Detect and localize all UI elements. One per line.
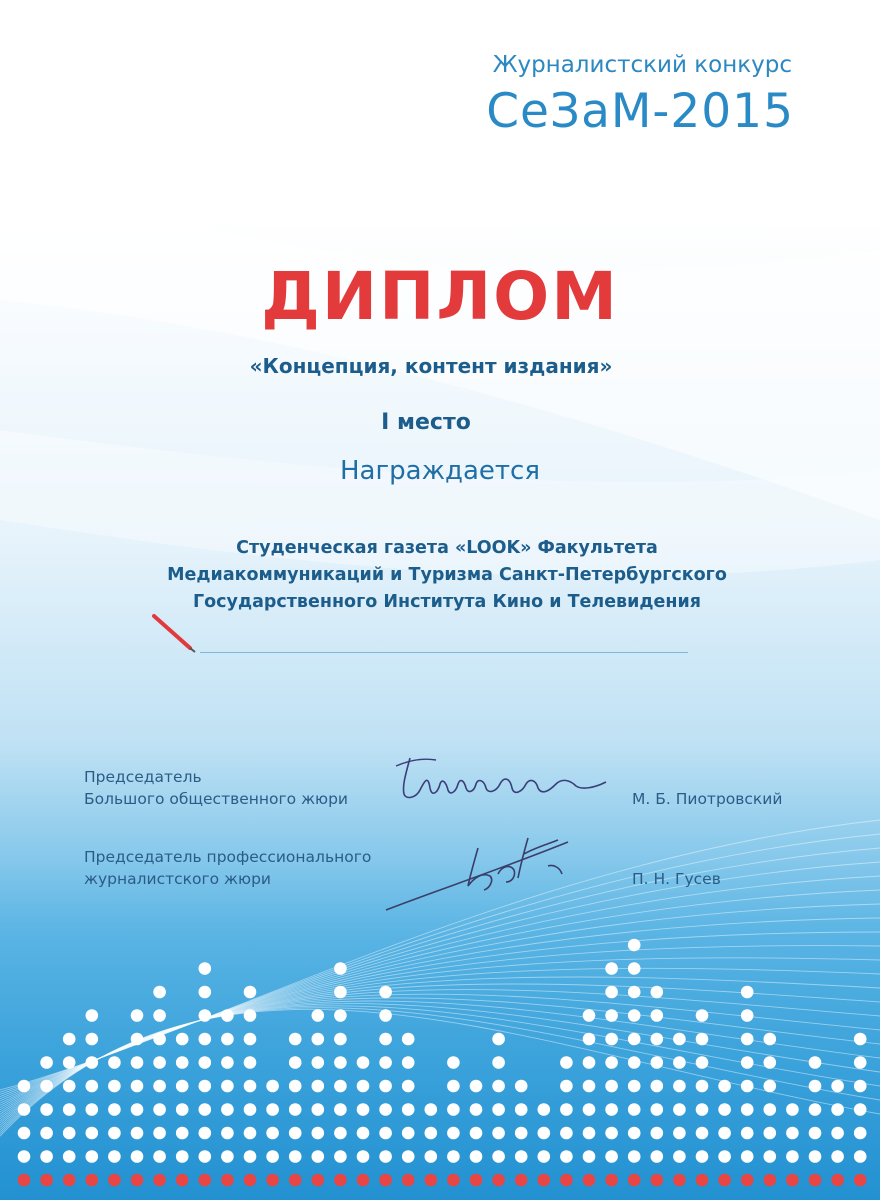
equalizer-dot (718, 1103, 731, 1116)
equalizer-dot (176, 1033, 189, 1046)
equalizer-dot (18, 1127, 31, 1140)
equalizer-dot (131, 1150, 144, 1163)
equalizer-dot-red (40, 1174, 53, 1187)
diploma-title: ДИПЛОМ (261, 258, 619, 335)
equalizer-dot-red (176, 1174, 189, 1187)
recipient-line: Студенческая газета «LOOK» Факультета (236, 538, 658, 558)
equalizer-dot (447, 1127, 460, 1140)
equalizer-dot (809, 1056, 822, 1069)
equalizer-dot (289, 1033, 302, 1046)
equalizer-dot (379, 1150, 392, 1163)
equalizer-dot-red (809, 1174, 822, 1187)
equalizer-dot (289, 1080, 302, 1093)
equalizer-dot (492, 1150, 505, 1163)
equalizer-dot (605, 962, 618, 975)
equalizer-dot (764, 1080, 777, 1093)
equalizer-dot (515, 1103, 528, 1116)
equalizer-dot (583, 1009, 596, 1022)
equalizer-dot-red (266, 1174, 279, 1187)
equalizer-dot (244, 986, 257, 999)
equalizer-dot (605, 1080, 618, 1093)
equalizer-dot (651, 1080, 664, 1093)
equalizer-dot (447, 1103, 460, 1116)
equalizer-dot (628, 1103, 641, 1116)
equalizer-dot (718, 1150, 731, 1163)
equalizer-dot (244, 1080, 257, 1093)
equalizer-dot (289, 1150, 302, 1163)
equalizer-dot (673, 1033, 686, 1046)
equalizer-dot (628, 1056, 641, 1069)
equalizer-dot (515, 1127, 528, 1140)
equalizer-dot (628, 962, 641, 975)
equalizer-dot (63, 1033, 76, 1046)
recipient-line: Медиакоммуникаций и Туризма Санкт-Петербургского (167, 565, 727, 585)
equalizer-dot (402, 1150, 415, 1163)
equalizer-dot (831, 1127, 844, 1140)
equalizer-dot (108, 1127, 121, 1140)
equalizer-dot (425, 1127, 438, 1140)
equalizer-dot (515, 1150, 528, 1163)
equalizer-dot-red (221, 1174, 234, 1187)
equalizer-dot (538, 1127, 551, 1140)
equalizer-dot (176, 1103, 189, 1116)
equalizer-dot (312, 1127, 325, 1140)
equalizer-dot (651, 1127, 664, 1140)
equalizer-dot (786, 1150, 799, 1163)
equalizer-dot (221, 1150, 234, 1163)
equalizer-dot (379, 1056, 392, 1069)
equalizer-dot (628, 986, 641, 999)
equalizer-dot (809, 1080, 822, 1093)
equalizer-dot (289, 1056, 302, 1069)
equalizer-dot (199, 1150, 212, 1163)
equalizer-dot-red (357, 1174, 370, 1187)
equalizer-dot-red (538, 1174, 551, 1187)
equalizer-dot (764, 1033, 777, 1046)
nomination-title: «Концепция, контент издания» (249, 354, 613, 378)
equalizer-dot (470, 1103, 483, 1116)
equalizer-dot (673, 1150, 686, 1163)
equalizer-dot (515, 1080, 528, 1093)
equalizer-dot (470, 1150, 483, 1163)
equalizer-dot (786, 1103, 799, 1116)
equalizer-dot-red (447, 1174, 460, 1187)
equalizer-dot-red (854, 1174, 867, 1187)
equalizer-dot-red (334, 1174, 347, 1187)
equalizer-dot (221, 1009, 234, 1022)
equalizer-dot (312, 1009, 325, 1022)
equalizer-dot (492, 1056, 505, 1069)
equalizer-dot (492, 1080, 505, 1093)
equalizer-dot (312, 1103, 325, 1116)
equalizer-dot (741, 1080, 754, 1093)
equalizer-dot (40, 1150, 53, 1163)
equalizer-dot (199, 1009, 212, 1022)
role-line: Большого общественного жюри (84, 790, 349, 808)
equalizer-dot-red (492, 1174, 505, 1187)
equalizer-dot (628, 1080, 641, 1093)
equalizer-dot-red (312, 1174, 325, 1187)
equalizer-dot (741, 1033, 754, 1046)
equalizer-dot-red (651, 1174, 664, 1187)
equalizer-dot (764, 1150, 777, 1163)
equalizer-dot (470, 1127, 483, 1140)
equalizer-dot (764, 1103, 777, 1116)
equalizer-dot (605, 1056, 618, 1069)
equalizer-dot (18, 1150, 31, 1163)
equalizer-dot (492, 1127, 505, 1140)
equalizer-dot (108, 1103, 121, 1116)
equalizer-dot (854, 1033, 867, 1046)
place-label: I место (381, 410, 471, 435)
pencil-icon (150, 612, 200, 656)
equalizer-dot (583, 1056, 596, 1069)
equalizer-dot (673, 1080, 686, 1093)
awarded-label: Награждается (340, 456, 540, 486)
equalizer-dot (244, 1150, 257, 1163)
equalizer-dot (447, 1080, 460, 1093)
equalizer-dot (628, 1033, 641, 1046)
equalizer-dot (334, 1009, 347, 1022)
equalizer-dot (831, 1103, 844, 1116)
equalizer-dot (357, 1103, 370, 1116)
equalizer-dot (40, 1103, 53, 1116)
equalizer-dot (538, 1150, 551, 1163)
equalizer-dot (357, 1056, 370, 1069)
equalizer-dot (628, 1127, 641, 1140)
equalizer-dot (854, 1103, 867, 1116)
equalizer-dot (605, 1150, 618, 1163)
equalizer-dot (786, 1127, 799, 1140)
equalizer-dot (312, 1033, 325, 1046)
equalizer-dot (854, 1150, 867, 1163)
equalizer-dot (628, 939, 641, 952)
equalizer-dot (651, 1150, 664, 1163)
equalizer-dot (605, 1033, 618, 1046)
equalizer-dot (40, 1080, 53, 1093)
equalizer-dot (244, 1127, 257, 1140)
equalizer-dot (696, 1127, 709, 1140)
equalizer-dot-red (560, 1174, 573, 1187)
equalizer-dot-red (786, 1174, 799, 1187)
equalizer-dot (86, 1127, 99, 1140)
equalizer-dot (605, 1127, 618, 1140)
equalizer-dot (312, 1080, 325, 1093)
equalizer-dot (718, 1080, 731, 1093)
equalizer-dot (244, 1009, 257, 1022)
equalizer-dot (63, 1127, 76, 1140)
equalizer-dot (176, 1127, 189, 1140)
equalizer-dot (199, 1103, 212, 1116)
equalizer-dot (854, 1127, 867, 1140)
equalizer-dot (153, 1150, 166, 1163)
equalizer-dot (560, 1056, 573, 1069)
equalizer-dot (831, 1150, 844, 1163)
equalizer-dot-red (515, 1174, 528, 1187)
equalizer-dot (402, 1103, 415, 1116)
equalizer-dot (18, 1080, 31, 1093)
equalizer-dot (108, 1080, 121, 1093)
signatory-role-2 (84, 846, 371, 890)
equalizer-dot (492, 1033, 505, 1046)
equalizer-dot (854, 1080, 867, 1093)
signatory-name-2: П. Н. Гусев (632, 870, 721, 888)
equalizer-dot (357, 1127, 370, 1140)
equalizer-dot (696, 1150, 709, 1163)
equalizer-dot (63, 1080, 76, 1093)
equalizer-dot (425, 1150, 438, 1163)
equalizer-dot (673, 1127, 686, 1140)
equalizer-dot (583, 1033, 596, 1046)
equalizer-dot (379, 1080, 392, 1093)
equalizer-dot (221, 1033, 234, 1046)
equalizer-dot (447, 1150, 460, 1163)
equalizer-dot (40, 1127, 53, 1140)
equalizer-dot (199, 1080, 212, 1093)
recipient-text (0, 535, 880, 616)
equalizer-dot (741, 1009, 754, 1022)
equalizer-dot (131, 1009, 144, 1022)
equalizer-dot (402, 1056, 415, 1069)
equalizer-dot (153, 1056, 166, 1069)
equalizer-dot (334, 1033, 347, 1046)
equalizer-dot (18, 1103, 31, 1116)
equalizer-dot (379, 1127, 392, 1140)
equalizer-dot (266, 1103, 279, 1116)
equalizer-dot (334, 962, 347, 975)
equalizer-dot (741, 1056, 754, 1069)
equalizer-dot (221, 1056, 234, 1069)
equalizer-dot (244, 1033, 257, 1046)
equalizer-dot (199, 962, 212, 975)
equalizer-dot-red (131, 1174, 144, 1187)
equalizer-dot-red (402, 1174, 415, 1187)
equalizer-dot-red (153, 1174, 166, 1187)
equalizer-dot-red (108, 1174, 121, 1187)
equalizer-dot (583, 1103, 596, 1116)
recipient-line: Государственного Института Кино и Телевидения (192, 592, 701, 612)
equalizer-dot (312, 1056, 325, 1069)
equalizer-dot (538, 1103, 551, 1116)
equalizer-dot-red (605, 1174, 618, 1187)
equalizer-dot (63, 1103, 76, 1116)
signatory-role-1 (84, 766, 348, 810)
equalizer-dot (560, 1103, 573, 1116)
equalizer-dot (696, 1009, 709, 1022)
equalizer-dot (560, 1150, 573, 1163)
equalizer-dot (605, 1103, 618, 1116)
equalizer-dot (357, 1150, 370, 1163)
equalizer-dot (379, 1009, 392, 1022)
equalizer-dot (108, 1150, 121, 1163)
equalizer-dot (131, 1056, 144, 1069)
equalizer-dot-red (583, 1174, 596, 1187)
equalizer-dot (131, 1080, 144, 1093)
equalizer-dot (809, 1150, 822, 1163)
equalizer-dot (153, 1127, 166, 1140)
equalizer-dot (741, 1103, 754, 1116)
equalizer-dot (696, 1080, 709, 1093)
equalizer-dot-red (63, 1174, 76, 1187)
equalizer-dot (176, 1150, 189, 1163)
equalizer-dot (153, 986, 166, 999)
signature-piotrovsky (380, 748, 630, 818)
equalizer-dot (334, 1150, 347, 1163)
equalizer-dot (628, 1150, 641, 1163)
equalizer-dot (40, 1056, 53, 1069)
equalizer-dot (131, 1127, 144, 1140)
equalizer-dot (809, 1103, 822, 1116)
equalizer-dot (379, 1103, 392, 1116)
equalizer-dot (153, 1080, 166, 1093)
equalizer-dot (605, 1009, 618, 1022)
equalizer-dot (153, 1033, 166, 1046)
equalizer-dot-red (379, 1174, 392, 1187)
equalizer-dot (199, 1127, 212, 1140)
equalizer-dot (583, 1150, 596, 1163)
equalizer-dot (86, 1103, 99, 1116)
equalizer-dot (334, 1056, 347, 1069)
signatory-name-1: М. Б. Пиотровский (632, 790, 783, 808)
equalizer-dot (86, 1009, 99, 1022)
equalizer-dot (651, 1033, 664, 1046)
equalizer-dot (312, 1150, 325, 1163)
equalizer-dot-red (628, 1174, 641, 1187)
equalizer-dot (199, 1033, 212, 1046)
equalizer-dot (199, 1056, 212, 1069)
equalizer-dot (379, 986, 392, 999)
equalizer-dot (131, 1033, 144, 1046)
equalizer-dot (492, 1103, 505, 1116)
contest-label: Журналистский конкурс (492, 52, 792, 78)
equalizer-dot (86, 1150, 99, 1163)
equalizer-dot (86, 1080, 99, 1093)
equalizer-dot (764, 1056, 777, 1069)
equalizer-dot (357, 1080, 370, 1093)
equalizer-dot-red (18, 1174, 31, 1187)
equalizer-dot (560, 1080, 573, 1093)
equalizer-dot (651, 1056, 664, 1069)
equalizer-dot-red (199, 1174, 212, 1187)
equalizer-dot (741, 986, 754, 999)
equalizer-dot (673, 1103, 686, 1116)
equalizer-dot (266, 1127, 279, 1140)
equalizer-dot (289, 1103, 302, 1116)
equalizer-dot-red (86, 1174, 99, 1187)
equalizer-dot (379, 1033, 392, 1046)
equalizer-dot (221, 1080, 234, 1093)
equalizer-dot-red (470, 1174, 483, 1187)
equalizer-dot (334, 986, 347, 999)
equalizer-dot (266, 1150, 279, 1163)
signature-gusev (378, 818, 608, 918)
equalizer-dot (244, 1103, 257, 1116)
equalizer-dot (402, 1033, 415, 1046)
equalizer-dot (402, 1127, 415, 1140)
equalizer-dot (108, 1056, 121, 1069)
equalizer-dot (176, 1056, 189, 1069)
role-line: Председатель профессионального (84, 848, 372, 866)
equalizer-dot (86, 1033, 99, 1046)
equalizer-dot-red (289, 1174, 302, 1187)
equalizer-dot (560, 1127, 573, 1140)
equalizer-dot (696, 1033, 709, 1046)
equalizer-dot (334, 1080, 347, 1093)
equalizer-dot-red (425, 1174, 438, 1187)
equalizer-dot (425, 1103, 438, 1116)
equalizer-dot (199, 986, 212, 999)
equalizer-dot (86, 1056, 99, 1069)
equalizer-dot (854, 1056, 867, 1069)
equalizer-dot (266, 1080, 279, 1093)
equalizer-dot (334, 1103, 347, 1116)
equalizer-dot-red (673, 1174, 686, 1187)
equalizer-dot-red (831, 1174, 844, 1187)
role-line: Председатель (84, 768, 202, 786)
equalizer-dot-red (718, 1174, 731, 1187)
equalizer-dot (470, 1080, 483, 1093)
equalizer-dot (583, 1080, 596, 1093)
equalizer-dot (651, 1103, 664, 1116)
equalizer-dot (831, 1080, 844, 1093)
equalizer-dot (718, 1127, 731, 1140)
equalizer-dot (651, 1009, 664, 1022)
equalizer-dot (402, 1080, 415, 1093)
equalizer-dot (741, 1127, 754, 1140)
equalizer-dot (153, 1103, 166, 1116)
equalizer-dot (244, 1056, 257, 1069)
equalizer-dot (63, 1150, 76, 1163)
equalizer-dot-red (741, 1174, 754, 1187)
equalizer-dot (289, 1127, 302, 1140)
contest-name: СеЗаМ-2015 (486, 84, 794, 139)
equalizer-dot (447, 1056, 460, 1069)
equalizer-dot (628, 1009, 641, 1022)
equalizer-dot-red (244, 1174, 257, 1187)
equalizer-dot (673, 1056, 686, 1069)
equalizer-dot (764, 1127, 777, 1140)
equalizer-dot (176, 1080, 189, 1093)
equalizer-dot-red (696, 1174, 709, 1187)
equalizer-dot (605, 986, 618, 999)
role-line: журналистского жюри (84, 870, 271, 888)
equalizer-dot (696, 1103, 709, 1116)
equalizer-dot (809, 1127, 822, 1140)
equalizer-dot (63, 1056, 76, 1069)
equalizer-dot (696, 1056, 709, 1069)
equalizer-dot (221, 1103, 234, 1116)
equalizer-dot (131, 1103, 144, 1116)
equalizer-dot-red (764, 1174, 777, 1187)
recipient-underline (200, 652, 688, 653)
equalizer-dot (741, 1150, 754, 1163)
equalizer-dot (651, 986, 664, 999)
equalizer-dot (153, 1009, 166, 1022)
equalizer-dot (334, 1127, 347, 1140)
equalizer-dot (221, 1127, 234, 1140)
equalizer-dot (583, 1127, 596, 1140)
